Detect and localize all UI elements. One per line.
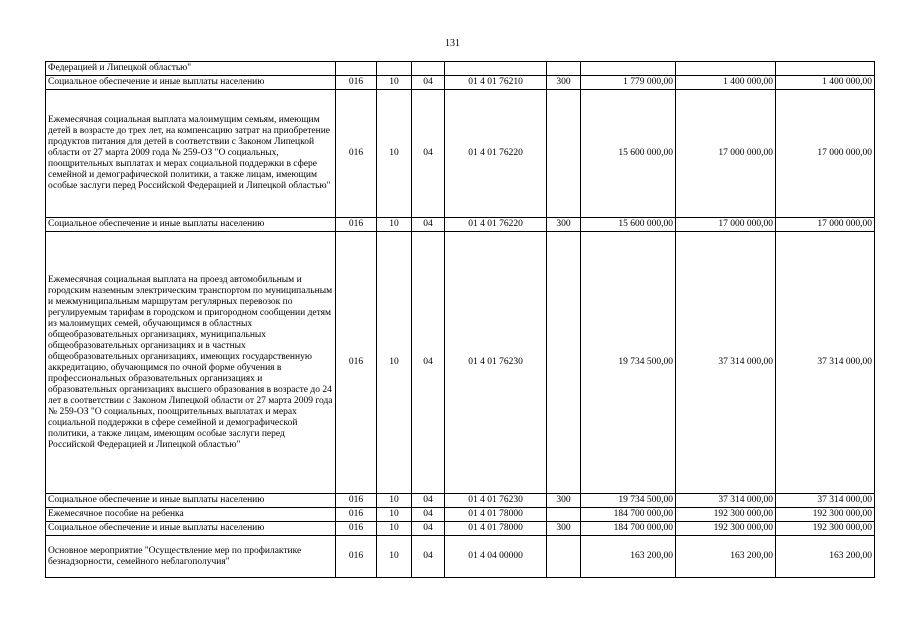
cell-target-article: 01 4 01 76230 [445, 232, 547, 494]
cell-grbs: 016 [336, 76, 377, 90]
cell-expense-type [547, 232, 581, 494]
cell-amount-year1: 15 600 000,00 [581, 218, 676, 232]
cell-subsection: 04 [412, 522, 445, 536]
table-row [46, 62, 875, 76]
cell-section [377, 62, 412, 76]
cell-amount-year1: 163 200,00 [581, 536, 676, 578]
cell-amount-year1: 1 779 000,00 [581, 76, 676, 90]
cell-subsection: 04 [412, 232, 445, 494]
cell-section: 10 [377, 536, 412, 578]
cell-amount-year2: 17 000 000,00 [676, 218, 776, 232]
cell-amount-year1: 184 700 000,00 [581, 522, 676, 536]
row-name: Ежемесячное пособие на ребенка [46, 508, 336, 522]
cell-amount-year3: 1 400 000,00 [776, 76, 875, 90]
cell-amount-year2: 37 314 000,00 [676, 232, 776, 494]
cell-grbs [336, 62, 377, 76]
cell-grbs: 016 [336, 218, 377, 232]
cell-subsection: 04 [412, 508, 445, 522]
cell-subsection: 04 [412, 90, 445, 218]
cell-target-article [445, 62, 547, 76]
row-name: Ежемесячная социальная выплата на проезд автомобильным и городским наземным электрическим транспортом по муниципальным и межмуниципальным маршрутам регулярных перевозок по регулируемым тарифам в городском и пригородном сообщении детям из малоимущих семей, обучающимся в областных общеобразовательных организациях, муниципальных общеобразовательных организациях и в частных общеобразовательных организациях, имеющих государственную аккредитацию, обучающимся по очной форме обучения в профессиональных образовательных организациях и образовательных организациях высшего образования в возрасте до 24 лет в соответствии с Законом Липецкой области от 27 марта 2009 года № 259-ОЗ "О социальных, поощрительных выплатах и мерах социальной поддержки в сфере семейной и демографической политики, а также лицам, имеющим особые заслуги перед Российской Федерацией и Липецкой областью" [46, 232, 336, 494]
cell-grbs: 016 [336, 90, 377, 218]
table-row [46, 76, 875, 90]
cell-amount-year1 [581, 62, 676, 76]
row-name: Социальное обеспечение и иные выплаты населению [46, 76, 336, 90]
cell-amount-year2: 37 314 000,00 [676, 494, 776, 508]
cell-grbs: 016 [336, 232, 377, 494]
cell-section: 10 [377, 494, 412, 508]
cell-subsection: 04 [412, 536, 445, 578]
table-row [46, 232, 875, 494]
table-row [46, 536, 875, 578]
cell-amount-year1: 184 700 000,00 [581, 508, 676, 522]
cell-amount-year3: 37 314 000,00 [776, 232, 875, 494]
cell-amount-year2 [676, 62, 776, 76]
cell-section: 10 [377, 508, 412, 522]
cell-target-article: 01 4 01 76230 [445, 494, 547, 508]
table-row [46, 522, 875, 536]
cell-expense-type: 300 [547, 494, 581, 508]
cell-grbs: 016 [336, 536, 377, 578]
cell-target-article: 01 4 01 78000 [445, 522, 547, 536]
table-row [46, 494, 875, 508]
cell-expense-type [547, 508, 581, 522]
cell-target-article: 01 4 01 76220 [445, 90, 547, 218]
cell-amount-year1: 15 600 000,00 [581, 90, 676, 218]
cell-amount-year3: 17 000 000,00 [776, 218, 875, 232]
row-name: Социальное обеспечение и иные выплаты населению [46, 522, 336, 536]
cell-expense-type: 300 [547, 522, 581, 536]
cell-section: 10 [377, 232, 412, 494]
cell-amount-year3: 192 300 000,00 [776, 522, 875, 536]
cell-section: 10 [377, 90, 412, 218]
cell-target-article: 01 4 01 76220 [445, 218, 547, 232]
row-name: Федерацией и Липецкой областью" [46, 62, 336, 76]
table-row [46, 90, 875, 218]
cell-amount-year3: 37 314 000,00 [776, 494, 875, 508]
page-number: 131 [445, 38, 460, 49]
cell-grbs: 016 [336, 508, 377, 522]
cell-amount-year2: 192 300 000,00 [676, 508, 776, 522]
cell-target-article: 01 4 04 00000 [445, 536, 547, 578]
cell-section: 10 [377, 76, 412, 90]
row-name: Социальное обеспечение и иные выплаты населению [46, 218, 336, 232]
cell-amount-year1: 19 734 500,00 [581, 232, 676, 494]
cell-target-article: 01 4 01 76210 [445, 76, 547, 90]
cell-section: 10 [377, 522, 412, 536]
cell-amount-year3: 163 200,00 [776, 536, 875, 578]
budget-table [45, 61, 875, 578]
cell-expense-type [547, 62, 581, 76]
cell-expense-type [547, 536, 581, 578]
cell-amount-year3: 192 300 000,00 [776, 508, 875, 522]
table-row [46, 218, 875, 232]
cell-expense-type: 300 [547, 218, 581, 232]
cell-section: 10 [377, 218, 412, 232]
cell-subsection: 04 [412, 76, 445, 90]
cell-amount-year2: 192 300 000,00 [676, 522, 776, 536]
cell-target-article: 01 4 01 78000 [445, 508, 547, 522]
row-name: Основное мероприятие "Осуществление мер по профилактике безнадзорности, семейного неблагополучия" [46, 536, 336, 578]
cell-amount-year2: 1 400 000,00 [676, 76, 776, 90]
row-name: Социальное обеспечение и иные выплаты населению [46, 494, 336, 508]
cell-amount-year3 [776, 62, 875, 76]
table-row [46, 508, 875, 522]
cell-expense-type: 300 [547, 76, 581, 90]
cell-subsection: 04 [412, 218, 445, 232]
cell-grbs: 016 [336, 522, 377, 536]
cell-subsection [412, 62, 445, 76]
cell-subsection: 04 [412, 494, 445, 508]
cell-amount-year3: 17 000 000,00 [776, 90, 875, 218]
row-name: Ежемесячная социальная выплата малоимущим семьям, имеющим детей в возрасте до трех лет, на компенсацию затрат на приобретение продуктов питания для детей в соответствии с Законом Липецкой области от 27 марта 2009 года № 259-ОЗ "О социальных, поощрительных выплатах и мерах социальной поддержки в сфере семейной и демографической политики, а также лицам, имеющим особые заслуги перед Российской Федерацией и Липецкой областью" [46, 90, 336, 218]
cell-expense-type [547, 90, 581, 218]
cell-amount-year2: 163 200,00 [676, 536, 776, 578]
cell-amount-year2: 17 000 000,00 [676, 90, 776, 218]
cell-amount-year1: 19 734 500,00 [581, 494, 676, 508]
cell-grbs: 016 [336, 494, 377, 508]
